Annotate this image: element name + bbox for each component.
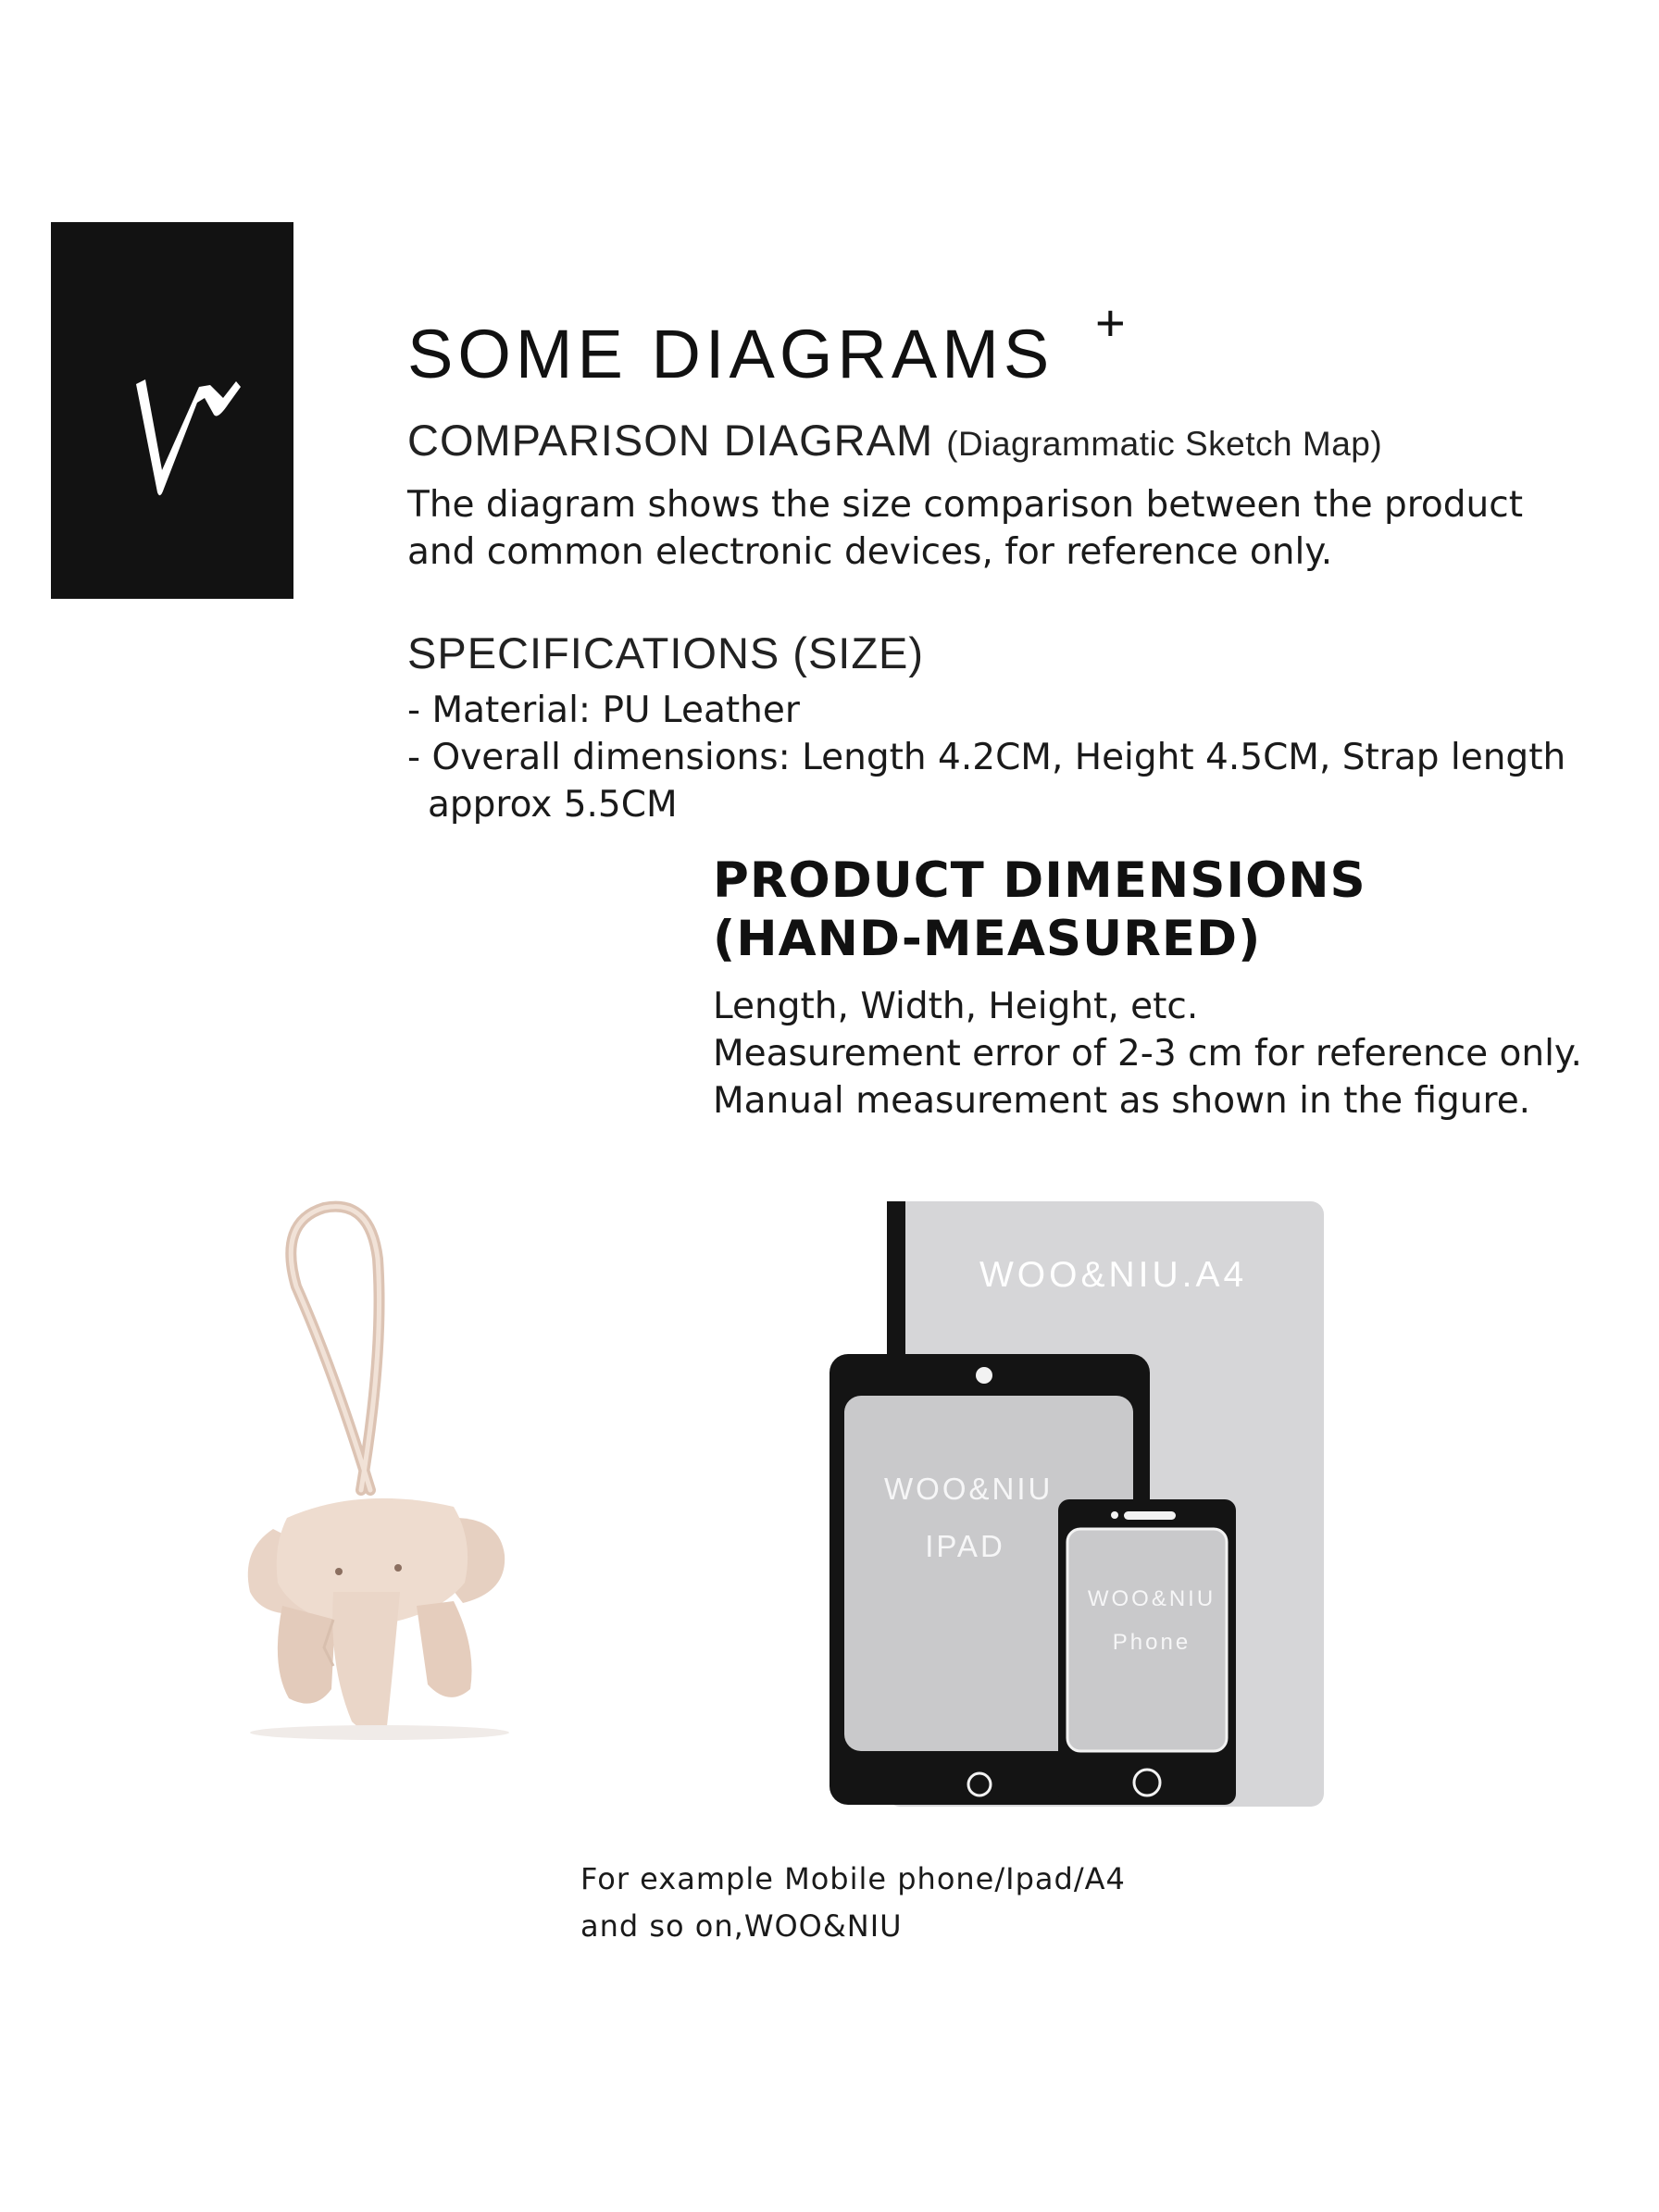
phone-speaker bbox=[1124, 1511, 1176, 1520]
title-plus-mark: + bbox=[1095, 293, 1126, 352]
product-dimensions-heading bbox=[713, 851, 1366, 968]
phone-camera bbox=[1111, 1511, 1118, 1519]
dims-line: Manual measurement as shown in the figure. bbox=[713, 1080, 1531, 1122]
specifications-heading: SPECIFICATIONS (SIZE) bbox=[407, 628, 925, 677]
dims-heading-line: (HAND-MEASURED) bbox=[713, 911, 1262, 967]
intro-line: The diagram shows the size comparison between the product bbox=[407, 484, 1523, 526]
brand-logo bbox=[51, 222, 293, 599]
ipad-label-line: IPAD bbox=[925, 1529, 1005, 1563]
subtitle-main: COMPARISON DIAGRAM bbox=[407, 416, 934, 465]
specifications-list bbox=[407, 687, 1611, 828]
phone-label-line: Phone bbox=[1112, 1630, 1191, 1655]
a4-label: WOO&NIU.A4 bbox=[979, 1255, 1248, 1295]
ipad-label bbox=[884, 1460, 1054, 1575]
ipad-camera bbox=[976, 1367, 992, 1384]
a4-black-edge bbox=[887, 1201, 905, 1366]
page-title: SOME DIAGRAMS bbox=[407, 316, 1054, 392]
dims-line: Measurement error of 2-3 cm for reference only. bbox=[713, 1033, 1582, 1075]
spec-dimensions: - Overall dimensions: Length 4.2CM, Height 4.5CM, Strap length bbox=[407, 737, 1566, 778]
product-dimensions-body bbox=[713, 983, 1582, 1125]
caption-line: and so on,WOO&NIU bbox=[580, 1908, 903, 1944]
brand-monogram-icon bbox=[51, 222, 293, 599]
dims-line: Length, Width, Height, etc. bbox=[713, 986, 1199, 1027]
elephant-keychain-image bbox=[222, 1185, 611, 1740]
dims-heading-line: PRODUCT DIMENSIONS bbox=[713, 852, 1366, 909]
caption-line: For example Mobile phone/Ipad/A4 bbox=[580, 1861, 1126, 1896]
phone-label-line: WOO&NIU bbox=[1087, 1586, 1216, 1611]
intro-line: and common electronic devices, for reference only. bbox=[407, 531, 1333, 573]
ipad-label-line: WOO&NIU bbox=[884, 1472, 1054, 1506]
phone-label bbox=[1078, 1577, 1226, 1664]
comparison-caption bbox=[580, 1856, 1126, 1950]
spec-material: - Material: PU Leather bbox=[407, 690, 800, 731]
spec-dimensions-continued: approx 5.5CM bbox=[428, 784, 678, 826]
page-subtitle bbox=[407, 415, 1382, 466]
intro-text bbox=[407, 481, 1611, 576]
subtitle-note: (Diagrammatic Sketch Map) bbox=[946, 425, 1383, 463]
